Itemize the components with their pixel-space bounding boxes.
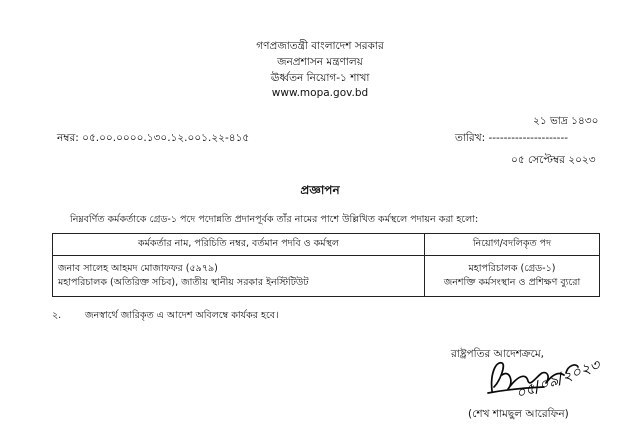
para-2-text: জনস্বার্থে জারিকৃত এ আদেশ অবিলম্বে কার্যকর হবে। — [85, 310, 279, 321]
section-name: ঊর্ধ্বতন নিয়োগ-১ শাখা — [270, 72, 370, 84]
new-office: জনশক্তি কর্মসংস্থান ও প্রশিক্ষণ ব্যুরো — [443, 277, 581, 288]
date-english: ০৫ সেপ্টেম্বর ২০২৩ — [511, 154, 596, 166]
govt-name: গণপ্রজাতন্ত্রী বাংলাদেশ সরকার — [256, 40, 384, 52]
table-row — [53, 256, 600, 297]
officer-cell — [53, 256, 425, 297]
table-header-row — [53, 234, 600, 256]
document-title: প্রজ্ঞাপন — [300, 183, 340, 197]
handwritten-signature — [484, 343, 614, 405]
table-header: নিয়োগ/বদলিকৃত পদ — [424, 234, 599, 256]
date-bangla: ২১ ভাদ্র ১৪৩০ — [533, 115, 599, 127]
officer-name: জনাব সালেহ আহমদ মোজাফফর (৫৯৭৯) — [58, 263, 218, 274]
ministry-name: জনপ্রশাসন মন্ত্রণালয় — [277, 56, 363, 68]
date-field — [455, 131, 568, 148]
website: www.mopa.gov.bd — [271, 87, 369, 99]
table-header: কর্মকর্তার নাম, পরিচিতি নম্বর, বর্তমান পদবি ও কর্মস্থল — [53, 234, 425, 256]
intro-text: নিম্নবর্ণিত কর্মকর্তাকে গ্রেড-১ পদে পদোন্নতি প্রদানপূর্বক তাঁর নামের পাশে উল্লিখিত কর্মস্থলে পদায়ন করা হলো: — [70, 214, 479, 225]
para-2-number: ২. — [52, 310, 62, 321]
new-post: মহাপরিচালক (গ্রেড-১) — [468, 263, 556, 274]
posting-table — [52, 233, 600, 297]
officer-current-post: মহাপরিচালক (অতিরিক্ত সচিব), জাতীয় স্থানীয় সরকার ইনস্টিটিউট — [58, 277, 309, 288]
memo-number — [57, 131, 249, 148]
handwritten-date: ০৫/০৯/২০২৩ — [513, 355, 603, 403]
memo-label: নম্বর: — [57, 132, 79, 144]
date-dashes: --------------------- — [488, 132, 569, 144]
date-label: তারিখ: — [455, 132, 486, 144]
memo-value: ০৫.০০.০০০০.১৩০.১২.০০১.২২-৪১৫ — [82, 132, 250, 144]
signer-name: (শেখ শামছুল আরেফিন) — [468, 408, 569, 420]
posting-cell — [424, 256, 599, 297]
president-order-line: রাষ্ট্রপতির আদেশক্রমে, — [451, 348, 544, 360]
